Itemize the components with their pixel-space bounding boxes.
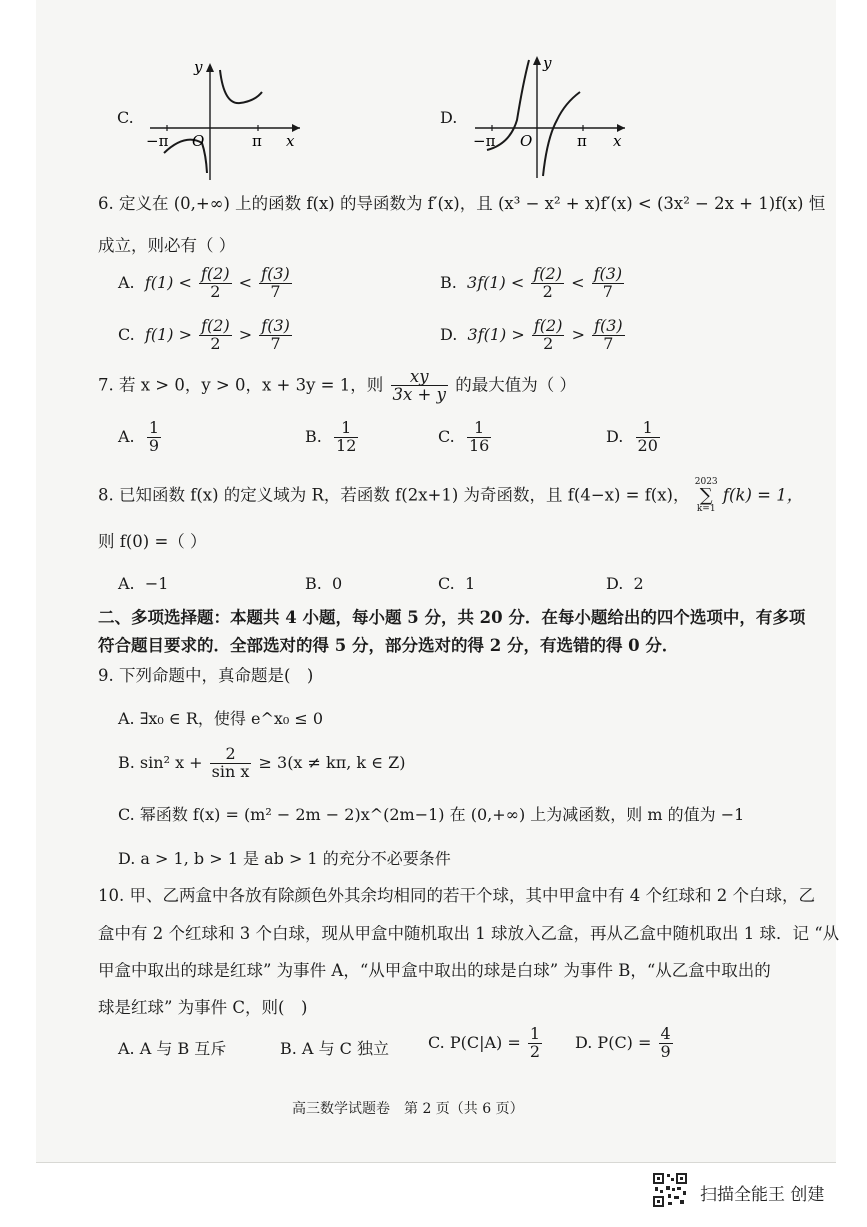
page-footer: 高三数学试题卷 第 2 页（共 6 页） bbox=[292, 1101, 524, 1117]
q9-option-c: C. 幂函数 f(x) = (m² − 2m − 2)x^(2m−1) 在 (0,+∞) 上为减函数，则 m 的值为 −1 bbox=[118, 805, 745, 824]
q7-option-c: C. $\frac{1}{16}$ bbox=[438, 418, 490, 455]
q6-c-frac-2: $\frac{f(3)}{7}$ bbox=[261, 316, 290, 353]
q7-option-a: A. $\frac{1}{9}$ bbox=[118, 418, 159, 455]
q6-a-pre: f(1) < bbox=[144, 272, 192, 292]
q6-d-mid: > bbox=[571, 324, 585, 344]
q10-option-c: C. P(C|A) = $\frac{1}{2}$ bbox=[428, 1024, 541, 1061]
q6-option-a bbox=[118, 266, 294, 301]
q6-c-frac-1: $\frac{f(2)}{2}$ bbox=[201, 316, 230, 353]
q7-stem-frac: $\frac{xy}{3x + y}$ bbox=[392, 367, 446, 405]
q6-b-frac-2: $\frac{f(3)}{7}$ bbox=[593, 264, 623, 301]
section-2-header-line-1: 二、多项选择题：本题共 4 小题，每小题 5 分，共 20 分．在每小题给出的四个选项中，有多项 bbox=[98, 608, 806, 627]
q9-option-d: D. a > 1, b > 1 是 ab > 1 的充分不必要条件 bbox=[118, 849, 451, 868]
graph-d-label: D. bbox=[440, 108, 458, 127]
graph-d-x-label: x bbox=[613, 132, 622, 150]
q6-a-frac-1: $\frac{f(2)}{2}$ bbox=[200, 264, 230, 301]
q9-stem: 9. 下列命题中，真命题是( ) bbox=[98, 666, 314, 685]
q10-option-a: A. A 与 B 互斥 bbox=[118, 1039, 227, 1058]
q6-b-frac-1: $\frac{f(2)}{2}$ bbox=[533, 264, 562, 301]
q8-option-c: C. 1 bbox=[438, 574, 476, 593]
q8-option-d: D. 2 bbox=[606, 574, 644, 593]
q9-option-b: B. sin² x + $\frac{2}{\text{sin x}}$ ≥ 3(x ≠ kπ, k ∈ Z) bbox=[118, 744, 406, 781]
q6-c-pre: f(1) > bbox=[144, 324, 193, 344]
graph-d bbox=[465, 48, 635, 180]
q8-summation: 2023 ∑ k=1 bbox=[694, 477, 718, 514]
q6-d-frac-1: $\frac{f(2)}{2}$ bbox=[533, 316, 563, 353]
graph-d-tick-pi: π bbox=[577, 132, 587, 150]
q8-stem-line-1 bbox=[98, 478, 803, 514]
q7-stem bbox=[98, 368, 576, 404]
q6-stem-line-1: 6. 定义在 (0,+∞) 上的函数 f(x) 的导函数为 f′(x)，且 (x³ − x² + x)f′(x) < (3x² − 2x + 1)f(x) 恒 bbox=[98, 194, 826, 213]
q10-stem-line-2: 盒中有 2 个红球和 3 个白球，现从甲盒中随机取出 1 球放入乙盒，再从乙盒中随机取出 1 球．记 “从 bbox=[98, 924, 840, 943]
q8-option-a: A. −1 bbox=[118, 574, 169, 593]
q6-a-label: A. bbox=[118, 272, 135, 292]
q6-stem-line-2: 成立，则必有（ ） bbox=[98, 236, 236, 255]
q7-stem-pre: 7. 若 x > 0，y > 0，x + 3y = 1，则 bbox=[98, 375, 384, 395]
graph-c-y-label: y bbox=[194, 58, 203, 76]
q8-option-b: B. 0 bbox=[305, 574, 343, 593]
graph-d-y-label: y bbox=[543, 54, 552, 72]
q6-b-mid: < bbox=[571, 272, 585, 292]
q6-option-d bbox=[440, 318, 627, 353]
q8-sum-expr: f(k) = 1， bbox=[722, 485, 804, 505]
q8-stem-text: 8. 已知函数 f(x) 的定义域为 R，若函数 f(2x+1) 为奇函数，且 f(4−x) = f(x)， bbox=[98, 485, 690, 505]
q6-a-frac-2: $\frac{f(3)}{7}$ bbox=[261, 264, 290, 301]
section-2-header-line-2: 符合题目要求的．全部选对的得 5 分，部分选对的得 2 分，有选错的得 0 分． bbox=[98, 636, 679, 655]
q6-c-mid: > bbox=[238, 324, 253, 344]
q6-option-b bbox=[440, 266, 626, 301]
q10-stem-line-4: 球是红球” 为事件 C，则( ) bbox=[98, 998, 308, 1017]
qr-code-icon bbox=[652, 1172, 688, 1208]
graph-d-origin: O bbox=[520, 132, 533, 150]
q6-d-pre: 3f(1) > bbox=[467, 324, 525, 344]
q6-b-pre: 3f(1) < bbox=[467, 272, 525, 292]
q6-option-c bbox=[118, 318, 294, 353]
q10-option-d: D. P(C) = $\frac{4}{9}$ bbox=[575, 1024, 671, 1061]
q6-c-label: C. bbox=[118, 324, 135, 344]
graph-c-tick-neg-pi: −π bbox=[146, 132, 169, 150]
graph-c-origin: O bbox=[192, 132, 205, 150]
graph-c-x-label: x bbox=[286, 132, 295, 150]
q6-d-frac-2: $\frac{f(3)}{7}$ bbox=[594, 316, 623, 353]
q10-stem-line-1: 10. 甲、乙两盒中各放有除颜色外其余均相同的若干个球，其中甲盒中有 4 个红球和 2 个白球，乙 bbox=[98, 886, 815, 905]
q7-stem-post: 的最大值为（ ） bbox=[455, 375, 576, 395]
q10-option-b: B. A 与 C 独立 bbox=[280, 1039, 389, 1058]
scanner-watermark-text: 扫描全能王 创建 bbox=[700, 1185, 825, 1205]
q6-b-label: B. bbox=[440, 272, 457, 292]
q6-a-mid: < bbox=[238, 272, 253, 292]
q7-option-d: D. $\frac{1}{20}$ bbox=[606, 418, 658, 455]
graph-d-tick-neg-pi: −π bbox=[473, 132, 496, 150]
q10-stem-line-3: 甲盒中取出的球是红球” 为事件 A，“从甲盒中取出的球是白球” 为事件 B，“从乙盒中取出的 bbox=[98, 961, 771, 980]
q6-d-label: D. bbox=[440, 324, 458, 344]
q8-stem-line-2: 则 f(0) =（ ） bbox=[98, 532, 207, 551]
graph-c bbox=[140, 55, 310, 185]
q7-option-b: B. $\frac{1}{12}$ bbox=[305, 418, 357, 455]
q9-option-a: A. ∃x₀ ∈ R，使得 e^x₀ ≤ 0 bbox=[118, 709, 324, 728]
graph-c-tick-pi: π bbox=[252, 132, 262, 150]
graph-c-label: C. bbox=[117, 108, 134, 127]
